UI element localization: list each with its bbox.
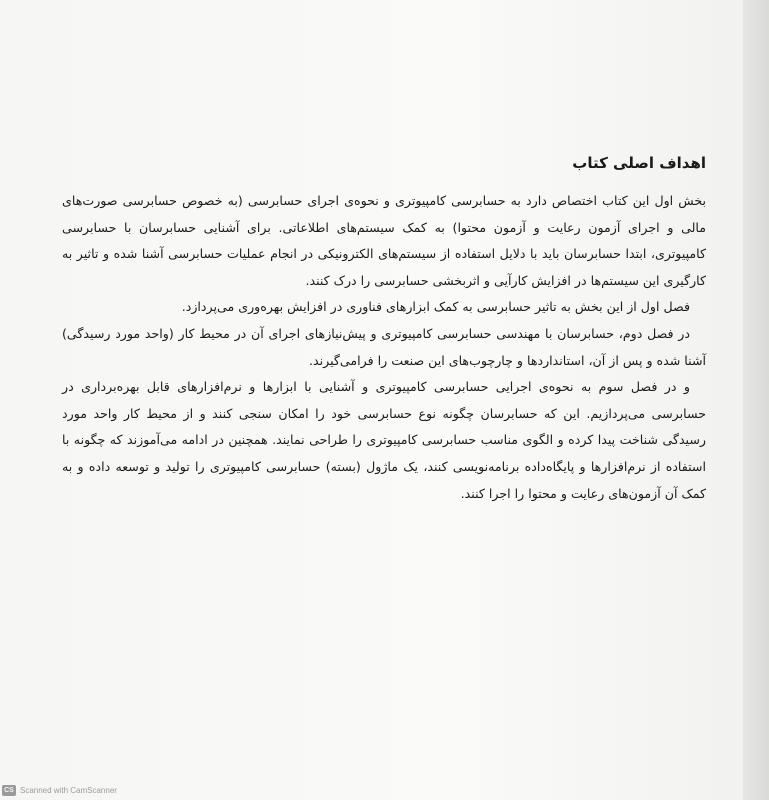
page-edge-shadow (743, 0, 769, 800)
paragraph-chapter-three: و در فصل سوم به نحوه‌ی اجرایی حسابرسی کامپیوتری و آشنایی با ابزارها و نرم‌افزارهای قابل بهره‌برداری در حسابرسی می‌پردازیم. این که حسابرسان چگونه نوع حسابرسی خود را امکان سنجی کنند و از محیط کار واحد مورد رسیدگی شناخت پیدا کرده و الگوی مناسب حسابرسی کامپیوتری را طراحی نمایند. همچنین در ادامه می‌آموزند که چگونه با استفاده از نرم‌افزارها و پایگاه‌داده برنامه‌نویسی کنند، یک ماژول (بسته) حسابرسی کامپیوتری را تولید و توسعه داده و به کمک آن آزمون‌های رعایت و محتوا را اجرا کنند. (62, 379, 706, 501)
paragraph-chapter-two: در فصل دوم، حسابرسان با مهندسی حسابرسی کامپیوتری و پیش‌نیازهای اجرای آن در محیط کار (واحد مورد رسیدگی) آشنا شده و پس از آن، استانداردها و چارچوب‌های این صنعت را فرامی‌گیرند. (62, 325, 706, 368)
camscanner-logo-icon: CS (2, 785, 16, 796)
scanner-watermark (2, 785, 117, 796)
document-body (62, 150, 706, 507)
paragraph-chapter-one: فصل اول از این بخش به تاثیر حسابرسی به کمک ابزارهای فناوری در افزایش بهره‌وری می‌پردازد. (181, 299, 690, 315)
paragraph-intro: بخش اول این کتاب اختصاص دارد به حسابرسی کامپیوتری و نحوه‌ی اجرای حسابرسی (به خصوص حسابرسی صورت‌های مالی و اجرای آزمون رعایت و آزمون محتوا) به کمک سیستم‌های اطلاعاتی. برای آشنایی حسابرسان با حسابرسی کامپیوتری، ابتدا حسابرسان باید با دلایل استفاده از سیستم‌های الکترونیکی در انجام عملیات حسابرسی آشنا شده و تاثیر به کارگیری این سیستم‌ها در افزایش کارآیی و اثربخشی حسابرسی را درک کنند. (62, 193, 706, 288)
watermark-text: Scanned with CamScanner (20, 786, 117, 795)
section-heading: اهداف اصلی کتاب (572, 154, 706, 172)
